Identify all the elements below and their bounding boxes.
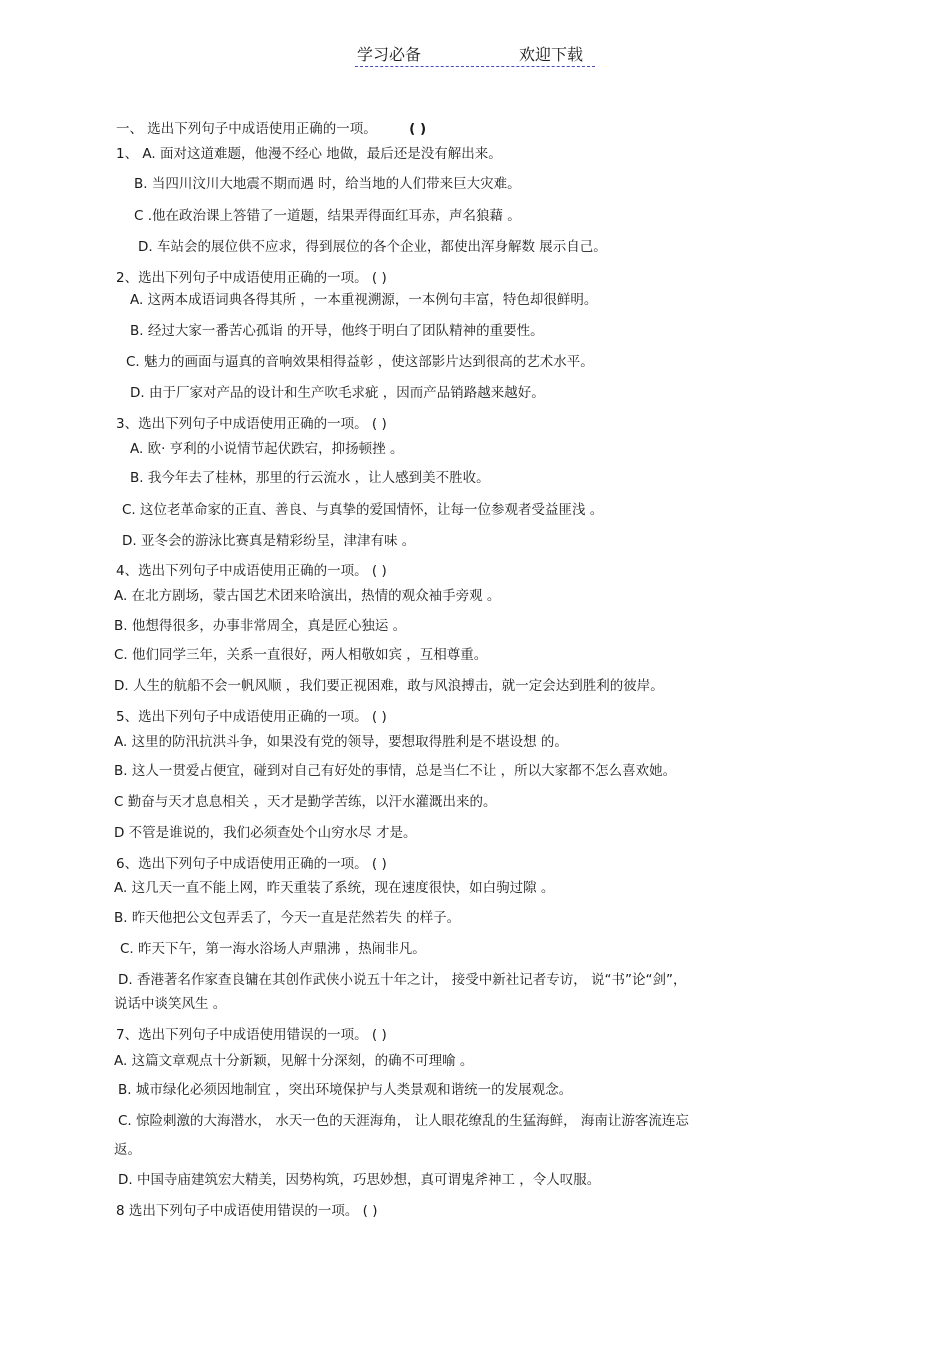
question-6-option-a: A. 这几天一直不能上网，昨天重装了系统，现在速度很快，如白驹过隙 。	[114, 880, 555, 896]
question-4-option-a: A. 在北方剧场，蒙古国艺术团来哈演出，热情的观众袖手旁观 。	[114, 588, 501, 604]
question-2-stem: 2、选出下列句子中成语使用正确的一项。 ( )	[116, 270, 387, 286]
question-3-option-b: B. 我今年去了桂林，那里的行云流水 ，让人感到美不胜收。	[130, 470, 490, 486]
question-7-option-a: A. 这篇文章观点十分新颖，见解十分深刻，的确不可理喻 。	[114, 1053, 474, 1069]
question-6-option-d-cont: 说话中谈笑风生 。	[114, 996, 227, 1012]
header-left: 学习必备	[357, 45, 422, 64]
question-7-option-c: C. 惊险刺激的大海潜水， 水天一色的天涯海角， 让人眼花缭乱的生猛海鲜， 海南让游客流连忘	[118, 1113, 689, 1129]
question-2-option-b: B. 经过大家一番苦心孤诣 的开导，他终于明白了团队精神的重要性。	[130, 323, 544, 339]
question-4-option-c: C. 他们同学三年，关系一直很好，两人相敬如宾 ，互相尊重。	[114, 647, 488, 663]
question-4-option-d: D. 人生的航船不会一帆风顺 ，我们要正视困难，敢与风浪搏击，就一定会达到胜利的彼岸。	[114, 678, 664, 694]
question-7-option-c-cont: 返。	[114, 1142, 141, 1158]
question-2-option-c: C. 魅力的画面与逼真的音响效果相得益彰 ，使这部影片达到很高的艺术水平。	[126, 354, 594, 370]
question-7-option-b: B. 城市绿化必须因地制宜 ，突出环境保护与人类景观和谐统一的发展观念。	[118, 1082, 573, 1098]
question-5-option-b: B. 这人一贯爱占便宜，碰到对自己有好处的事情，总是当仁不让 ，所以大家都不怎么喜欢她。	[114, 763, 677, 779]
question-1-stem: 1、 A. 面对这道难题，他漫不经心 地做，最后还是没有解出来。	[116, 146, 502, 162]
question-2-option-a: A. 这两本成语词典各得其所 ，一本重视溯源，一本例句丰富，特色却很鲜明。	[130, 292, 598, 308]
question-5-option-d: D 不管是谁说的，我们必须查处个山穷水尽 才是。	[114, 825, 417, 841]
question-7-stem: 7、选出下列句子中成语使用错误的一项。 ( )	[116, 1027, 387, 1043]
question-1-option-b: B. 当四川汶川大地震不期而遇 时，给当地的人们带来巨大灾难。	[134, 176, 521, 192]
question-6-option-c: C. 昨天下午，第一海水浴场人声鼎沸 ，热闹非凡。	[120, 941, 426, 957]
question-1-option-c: C .他在政治课上答错了一道题，结果弄得面红耳赤，声名狼藉 。	[134, 208, 521, 224]
question-1-option-d: D. 车站会的展位供不应求，得到展位的各个企业，都使出浑身解数 展示自己。	[138, 239, 607, 255]
question-6-stem: 6、选出下列句子中成语使用正确的一项。 ( )	[116, 856, 387, 872]
question-8-stem: 8 选出下列句子中成语使用错误的一项。 ( )	[116, 1203, 378, 1219]
question-4-stem: 4、选出下列句子中成语使用正确的一项。 ( )	[116, 563, 387, 579]
question-5-option-a: A. 这里的防汛抗洪斗争，如果没有党的领导，要想取得胜利是不堪设想 的。	[114, 734, 568, 750]
question-2-option-d: D. 由于厂家对产品的设计和生产吹毛求疵 ，因而产品销路越来越好。	[130, 385, 545, 401]
question-3-stem: 3、选出下列句子中成语使用正确的一项。 ( )	[116, 416, 387, 432]
section-title: 一、 选出下列句子中成语使用正确的一项。 ( )	[116, 121, 427, 137]
header-right: 欢迎下载	[519, 45, 584, 64]
question-5-stem: 5、选出下列句子中成语使用正确的一项。 ( )	[116, 709, 387, 725]
question-6-option-d: D. 香港著名作家查良镛在其创作武侠小说五十年之计， 接受中新社记者专访， 说“书”论“剑”，	[118, 972, 687, 988]
question-5-option-c: C 勤奋与天才息息相关 ，天才是勤学苦练，以汗水灌溉出来的。	[114, 794, 497, 810]
question-7-option-d: D. 中国寺庙建筑宏大精美，因势构筑，巧思妙想，真可谓鬼斧神工 ，令人叹服。	[118, 1172, 601, 1188]
page-header	[355, 42, 595, 67]
question-3-option-a: A. 欧· 亨利的小说情节起伏跌宕，抑扬顿挫 。	[130, 441, 404, 457]
question-4-option-b: B. 他想得很多，办事非常周全，真是匠心独运 。	[114, 618, 407, 634]
question-6-option-b: B. 昨天他把公文包弄丢了，今天一直是茫然若失 的样子。	[114, 910, 461, 926]
question-3-option-c: C. 这位老革命家的正直、善良、与真挚的爱国情怀，让每一位参观者受益匪浅 。	[122, 502, 604, 518]
question-3-option-d: D. 亚冬会的游泳比赛真是精彩纷呈，津津有味 。	[122, 533, 416, 549]
